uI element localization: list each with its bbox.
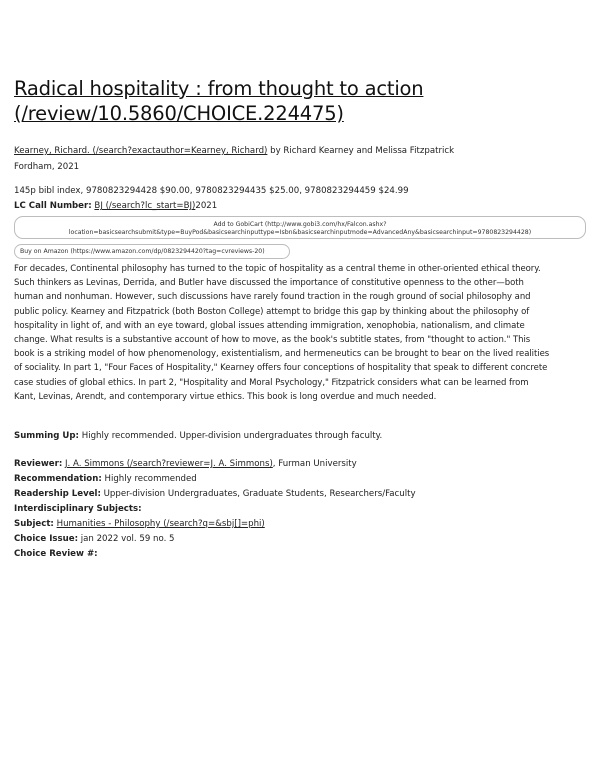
review-line: Kant, Levinas, Arendt, and contemporary virtue ethics. This book is long overdue and much needed. — [14, 391, 437, 402]
review-line: book is a striking model of how phenomenology, existentialism, and hermeneutics can be brought to bear on the lived realities — [14, 349, 550, 360]
readership-label: Readership Level: — [14, 489, 101, 499]
review-title-link[interactable]: Radical hospitality : from thought to action (/review/10.5860/CHOICE.224475) — [14, 77, 424, 125]
choice-review-number-label: Choice Review #: — [14, 549, 98, 559]
choice-review-number — [14, 548, 98, 560]
summing-up-text: Highly recommended. Upper-division undergraduates through faculty. — [79, 431, 383, 441]
author-text: by Richard Kearney and Melissa Fitzpatrick — [267, 146, 455, 156]
reviewer — [14, 458, 357, 470]
choice-issue-label: Choice Issue: — [14, 534, 78, 544]
review-line: For decades, Continental philosophy has turned to the topic of hospitality as a central theme in other-oriented ethical theory. — [14, 264, 541, 274]
author-link[interactable]: Kearney, Richard. (/search?exactauthor=Kearney, Richard) — [14, 146, 268, 156]
readership-level — [14, 488, 416, 500]
recommendation — [14, 473, 197, 485]
subject-link[interactable]: Humanities - Philosophy (/search?q=&sbj[]=phi) — [56, 519, 265, 529]
pricing-info: 145p bibl index, 9780823294428 $90.00, 9780823294435 $25.00, 9780823294459 $24.99 — [14, 186, 409, 196]
subject — [14, 518, 265, 530]
readership-value: Upper-division Undergraduates, Graduate Students, Researchers/Faculty — [100, 489, 416, 499]
review-line: case studies of global ethics. In part 2, "Hospitality and Moral Psychology," Fitzpatrick considers what can be learned from — [14, 377, 529, 388]
reviewer-affiliation: , Furman University — [272, 459, 357, 469]
amazon-label: Buy on Amazon (https://www.amazon.com/dp/0823294420?tag=cvreviews-20) — [20, 248, 265, 255]
gobicart-label-line2: location=basicsearchsubmit&type=BuyPod&basicsearchinputtype=Isbn&basicsearchinputmode=AdvancedAny&basicsearchinput=9780823294428) — [68, 229, 532, 236]
review-line: public policy. Kearney and Fitzpatrick (both Boston College) attempt to bridge this gap by thinking about the philosophy of — [14, 306, 530, 317]
review-text — [14, 262, 588, 404]
gobicart-label-line1: Add to GobiCart (http://www.gobi3.com/hx/Falcon.ashx? — [213, 221, 387, 228]
choice-issue-value: jan 2022 vol. 59 no. 5 — [78, 534, 175, 544]
add-to-gobicart-button[interactable] — [14, 216, 586, 239]
recommendation-value: Highly recommended — [101, 474, 197, 484]
review-line: of sociality. In part 1, "Four Faces of Hospitality," Kearney offers four conceptions of hospitality that speak to different concrete — [14, 363, 548, 374]
summing-up — [14, 430, 382, 442]
reviewer-link[interactable]: J. A. Simmons (/search?reviewer=J. A. Simmons) — [65, 459, 273, 469]
buy-on-amazon-button[interactable] — [14, 244, 290, 259]
lc-label: LC Call Number: — [14, 201, 92, 211]
review-line: hospitality in light of, and with an eye toward, global issues attending immigration, xenophobia, nationalism, and climate — [14, 320, 525, 331]
subject-label: Subject: — [14, 519, 54, 529]
interdisciplinary-label: Interdisciplinary Subjects: — [14, 504, 142, 514]
reviewer-label: Reviewer: — [14, 459, 63, 469]
review-line: change. What results is a substantive account of how to move, as the book's subtitle states, from "thought to action." This — [14, 335, 531, 346]
review-line: Such thinkers as Levinas, Derrida, and Butler have discussed the importance of constitutive openness to the other—both — [14, 278, 524, 289]
summing-up-label: Summing Up: — [14, 431, 79, 441]
author-line — [14, 145, 454, 157]
recommendation-label: Recommendation: — [14, 474, 102, 484]
lc-call-number — [14, 200, 217, 212]
interdisciplinary-subjects — [14, 503, 142, 515]
review-line: human and nonhuman. However, such discussions have rarely found traction in the rough ground of social philosophy and — [14, 292, 531, 303]
publisher: Fordham, 2021 — [14, 162, 80, 172]
choice-issue — [14, 533, 175, 545]
lc-year: 2021 — [195, 201, 218, 211]
lc-link[interactable]: BJ (/search?lc_start=BJ) — [94, 201, 196, 211]
